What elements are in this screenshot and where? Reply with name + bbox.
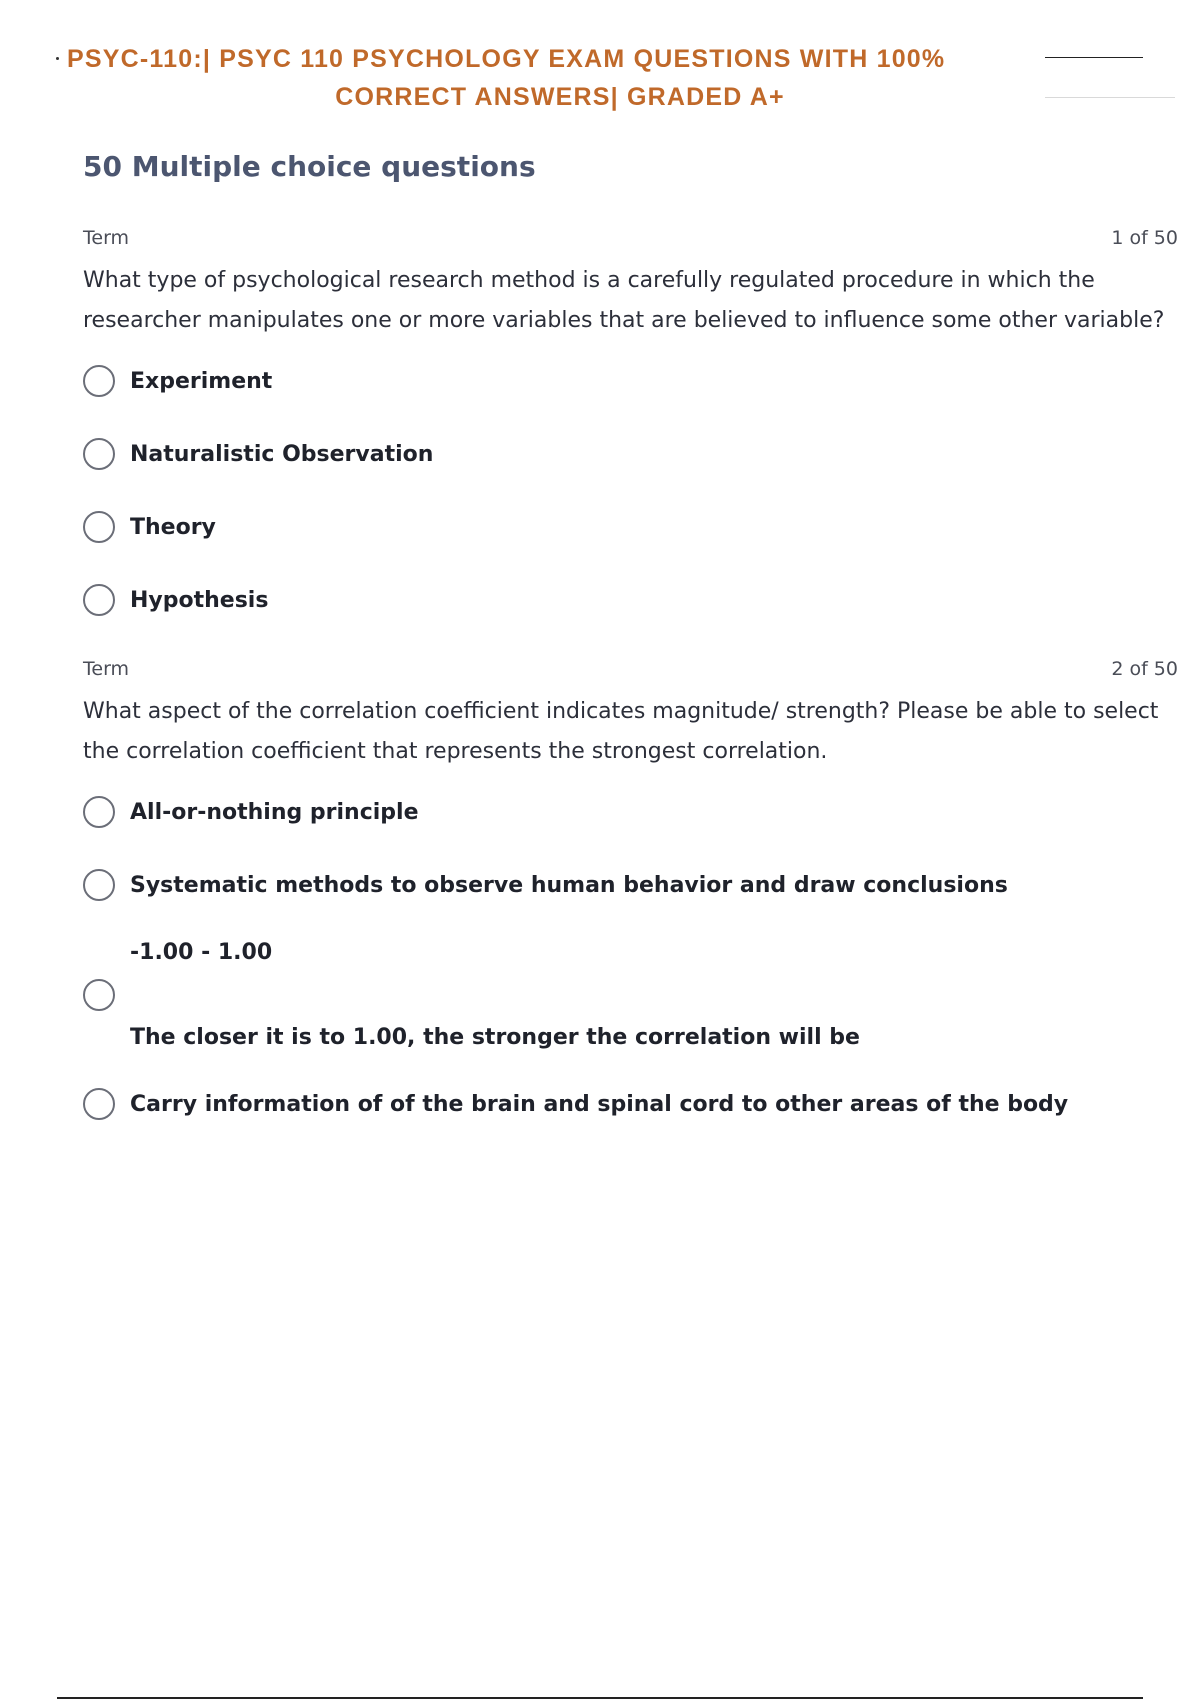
- radio-button[interactable]: [83, 869, 115, 901]
- answer-option-label: Experiment: [130, 368, 273, 394]
- answer-option[interactable]: [83, 363, 1178, 399]
- answer-option-label: Carry information of of the brain and spinal cord to other areas of the body: [130, 1091, 1069, 1117]
- radio-button[interactable]: [83, 979, 115, 1011]
- answer-option-label: [130, 940, 860, 1050]
- header-rule-faint: [1045, 97, 1175, 98]
- answer-option[interactable]: [83, 436, 1178, 472]
- footer-rule: [57, 1697, 1143, 1699]
- question-header: [83, 227, 1178, 249]
- answer-option-label: Hypothesis: [130, 587, 269, 613]
- radio-button[interactable]: [83, 365, 115, 397]
- answer-option-label: Naturalistic Observation: [130, 441, 434, 467]
- question-counter: 2 of 50: [1111, 658, 1178, 680]
- answer-options: [83, 794, 1178, 1122]
- document-title-line-2: CORRECT ANSWERS| GRADED A+: [335, 83, 785, 111]
- term-label: Term: [83, 658, 130, 680]
- question-card-2: [83, 658, 1178, 1159]
- question-header: [83, 658, 1178, 680]
- term-label: Term: [83, 227, 130, 249]
- answer-option-line-2: The closer it is to 1.00, the stronger the correlation will be: [130, 1025, 860, 1050]
- document-header: [60, 40, 1020, 116]
- answer-option-label: All-or-nothing principle: [130, 799, 419, 825]
- question-counter: 1 of 50: [1111, 227, 1178, 249]
- question-text: What aspect of the correlation coefficient indicates magnitude/ strength? Please be able to select the correlation coefficient that represents the strongest correlation.: [83, 699, 1159, 764]
- answer-options: [83, 363, 1178, 618]
- answer-option[interactable]: [83, 509, 1178, 545]
- answer-option-label: Systematic methods to observe human behavior and draw conclusions: [130, 872, 1008, 898]
- answer-option[interactable]: [83, 940, 1178, 1050]
- radio-button[interactable]: [83, 1088, 115, 1120]
- header-bullet: [56, 57, 59, 60]
- answer-option[interactable]: [83, 867, 1178, 903]
- radio-button[interactable]: [83, 511, 115, 543]
- answer-option-line-1: -1.00 - 1.00: [130, 940, 273, 965]
- header-rule: [1045, 57, 1143, 58]
- question-card-1: [83, 227, 1178, 655]
- document-title-line-1: PSYC-110:| PSYC 110 PSYCHOLOGY EXAM QUESTIONS WITH 100%: [67, 45, 946, 73]
- radio-button[interactable]: [83, 438, 115, 470]
- radio-button[interactable]: [83, 584, 115, 616]
- answer-option[interactable]: [83, 582, 1178, 618]
- section-title: 50 Multiple choice questions: [83, 150, 536, 183]
- answer-option[interactable]: [83, 1086, 1178, 1122]
- answer-option[interactable]: [83, 794, 1178, 830]
- question-text: What type of psychological research method is a carefully regulated procedure in which the researcher manipulates one or more variables that are believed to influence some other variable?: [83, 268, 1165, 333]
- answer-option-label: Theory: [130, 514, 216, 540]
- radio-button[interactable]: [83, 796, 115, 828]
